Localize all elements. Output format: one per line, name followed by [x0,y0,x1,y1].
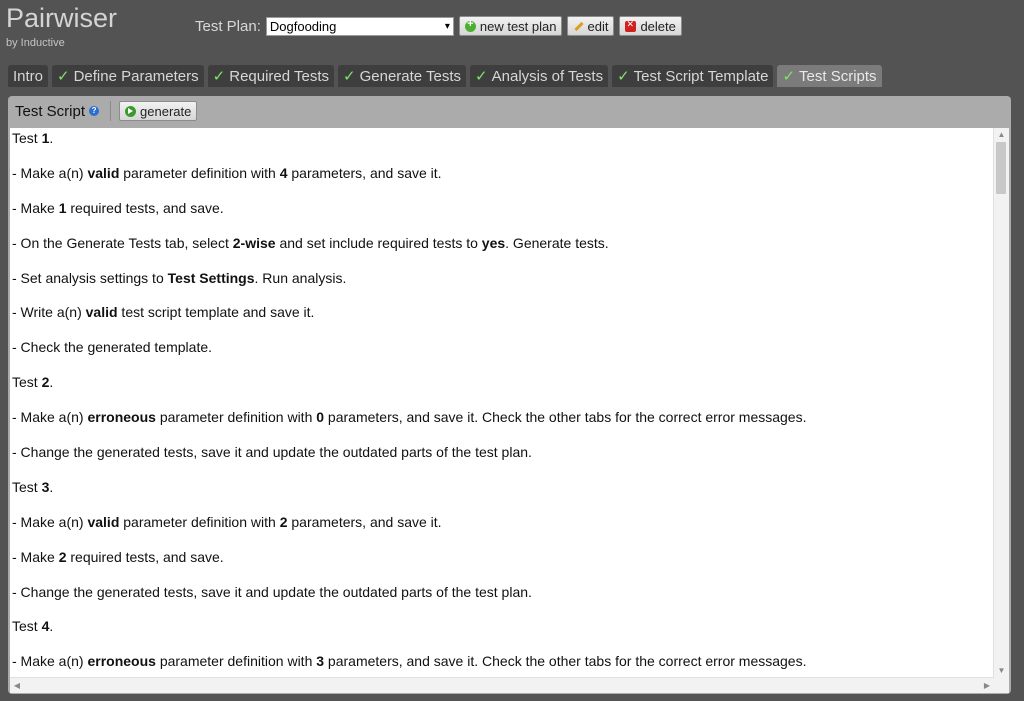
script-emphasis: Test Settings [167,269,255,286]
generate-button[interactable] [119,101,197,121]
vertical-scrollbar[interactable] [993,128,1009,678]
script-text: . Run analysis. [254,269,347,286]
test-plan-selected-value: Dogfooding [269,18,337,34]
scroll-left-icon[interactable]: ◀ [13,681,21,690]
new-test-plan-label: new test plan [479,18,557,34]
script-text: Test [12,478,42,495]
script-emphasis: 2 [279,513,288,530]
test-plan-bar [195,16,682,36]
script-text: required tests, and save. [66,548,224,565]
script-text: . [49,374,54,391]
script-emphasis: 2-wise [232,234,276,251]
script-text: parameters, and save it. [287,164,442,181]
edit-button[interactable] [567,16,614,36]
tab-label: Test Script Template [633,67,769,85]
delete-label: delete [640,18,676,34]
tab-label: Generate Tests [359,67,462,85]
script-text: parameters, and save it. [287,513,442,530]
script-text: parameters, and save it. Check the other tabs for the correct error messages. [324,409,807,426]
app-title: Pairwiser [6,3,118,33]
toolbar-divider [110,101,111,121]
tab-label: Define Parameters [73,67,199,85]
script-emphasis: 3 [41,478,50,495]
script-text: required tests, and save. [66,199,224,216]
tab-bar [8,65,886,87]
script-text: - Make [12,199,59,216]
script-text: - Change the generated tests, save it and update the outdated parts of the test plan. [12,444,532,461]
test-plan-select[interactable] [266,17,454,36]
delete-button[interactable] [619,16,681,36]
test-plan-label: Test Plan: [195,17,261,35]
generate-label: generate [140,103,192,119]
edit-label: edit [587,18,609,34]
script-line [12,339,1009,374]
script-line [12,374,1009,409]
script-emphasis: erroneous [87,653,156,670]
script-line [12,549,1009,584]
chevron-down-icon: ▾ [444,20,450,32]
script-line [12,130,1009,165]
scrollbar-corner [994,678,1009,693]
check-icon: ✓ [475,68,488,85]
delete-icon [625,21,636,32]
tab-label: Analysis of Tests [491,67,604,85]
tab-intro[interactable] [8,65,48,87]
script-line [12,200,1009,235]
script-emphasis: 4 [279,164,288,181]
script-emphasis: 2 [58,548,67,565]
script-text: test script template and save it. [117,304,315,321]
script-text: - Make [12,548,59,565]
scroll-up-icon[interactable]: ▲ [997,130,1006,139]
script-content [10,128,1009,688]
tab-analysis-of-tests[interactable] [470,65,608,87]
script-emphasis: 0 [316,409,325,426]
script-text: - Write a(n) [12,304,86,321]
script-emphasis: 1 [41,130,50,146]
check-icon: ✓ [343,68,356,85]
script-line [12,618,1009,653]
script-text: Test [12,130,42,146]
script-text: - On the Generate Tests tab, select [12,234,233,251]
script-text: - Make a(n) [12,409,88,426]
tab-define-parameters[interactable] [52,65,204,87]
panel-title: Test Script [15,102,86,120]
brand [6,2,117,49]
script-line [12,235,1009,270]
check-icon: ✓ [782,68,796,85]
tab-required-tests[interactable] [208,65,334,87]
tab-label: Intro [13,67,44,85]
new-test-plan-button[interactable] [459,16,563,36]
script-text: . Generate tests. [505,234,609,251]
scrollbar-thumb[interactable] [996,142,1006,194]
script-emphasis: 1 [58,199,67,216]
script-line [12,444,1009,479]
pencil-icon [573,21,583,31]
script-line [12,479,1009,514]
check-icon: ✓ [617,68,630,85]
horizontal-scrollbar[interactable] [10,677,994,693]
tab-generate-tests[interactable] [338,65,466,87]
tab-test-scripts[interactable] [777,65,881,87]
script-emphasis: yes [481,234,506,251]
script-emphasis: erroneous [87,409,156,426]
script-emphasis: 3 [316,653,325,670]
script-text: parameter definition with [119,164,280,181]
help-icon[interactable]: ? [89,106,99,116]
script-emphasis: valid [85,304,118,321]
script-text: - Change the generated tests, save it and update the outdated parts of the test plan. [12,583,532,600]
tab-test-script-template[interactable] [612,65,773,87]
script-text: . [49,478,54,495]
panel-toolbar [8,96,1011,126]
script-text: parameters, and save it. Check the other tabs for the correct error messages. [324,653,807,670]
script-text: and set include required tests to [275,234,482,251]
script-emphasis: 2 [41,374,50,391]
script-line [12,409,1009,444]
script-text: Test [12,374,42,391]
check-icon: ✓ [57,68,70,85]
scroll-right-icon[interactable]: ▶ [983,681,991,690]
script-text: parameter definition with [155,409,317,426]
app-subtitle: by Inductive [6,37,65,49]
tab-label: Test Scripts [799,67,877,85]
script-line [12,514,1009,549]
script-line [12,270,1009,305]
script-text: . [49,130,54,146]
script-text: . [49,618,54,635]
play-icon [125,106,136,117]
script-text: - Make a(n) [12,513,88,530]
script-text: - Make a(n) [12,164,88,181]
script-line [12,584,1009,619]
script-text: parameter definition with [119,513,280,530]
script-text: parameter definition with [155,653,317,670]
scroll-down-icon[interactable]: ▼ [997,666,1006,675]
check-icon: ✓ [212,68,226,85]
script-emphasis: valid [87,513,120,530]
test-script-output[interactable] [10,128,1009,693]
script-emphasis: valid [87,164,120,181]
script-text: - Make a(n) [12,653,88,670]
script-text: - Check the generated template. [12,339,213,356]
script-text: - Set analysis settings to [12,269,168,286]
tab-label: Required Tests [229,67,330,85]
script-emphasis: 4 [41,618,50,635]
plus-icon [465,21,476,32]
script-line [12,165,1009,200]
script-text: Test [12,618,42,635]
script-line [12,304,1009,339]
test-script-panel [8,96,1011,694]
